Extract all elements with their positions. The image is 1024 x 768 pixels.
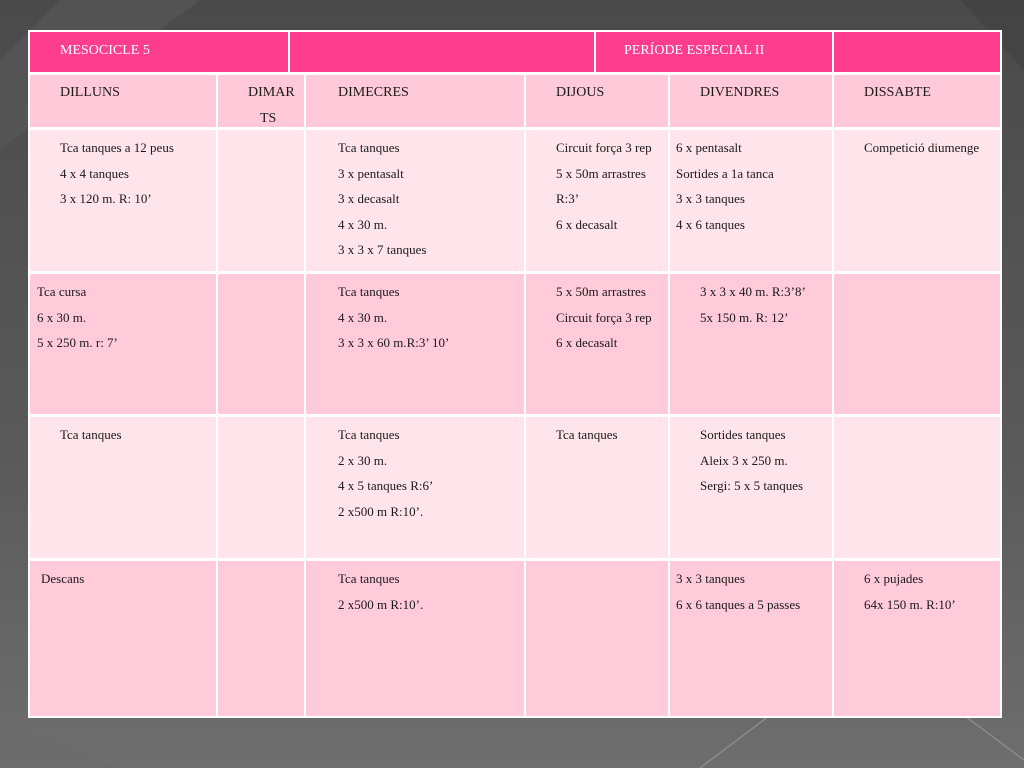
row-2-thu [526, 274, 668, 414]
row-1-fri [670, 130, 832, 271]
row-1-wed-line: 4 x 30 m. [338, 216, 388, 232]
row-1-fri-line: Sortides a 1a tanca [676, 165, 774, 181]
row-2-tue [218, 274, 304, 414]
header-periode-cell [596, 32, 832, 72]
header-mesocicle-cell [30, 32, 288, 72]
row-4-sat-line: 6 x pujades [864, 571, 924, 586]
header-end-cell [834, 32, 1000, 72]
row-1-thu-line: 6 x decasalt [556, 216, 618, 232]
row-3-fri-line: Aleix 3 x 250 m. [700, 452, 788, 468]
header-periode-label: PERÍODE ESPECIAL II [624, 43, 765, 58]
row-3-wed [306, 417, 524, 558]
row-3-wed-line: 4 x 5 tanques R:6’ [338, 478, 434, 493]
row-4-sat-line: 64x 150 m. R:10’ [864, 596, 956, 612]
row-1-wed-line: 3 x pentasalt [338, 165, 404, 181]
row-4-wed-line: 2 x500 m R:10’. [338, 596, 424, 612]
row-3-tue [218, 417, 304, 558]
row-3-fri-line: Sortides tanques [700, 427, 786, 442]
row-1-sat-line: Competició diumenge [864, 140, 980, 155]
row-4-tue [218, 561, 304, 716]
row-4-wed-line: Tca tanques [338, 571, 400, 586]
day-label-mon: DILLUNS [60, 85, 120, 100]
row-2-fri-line: 3 x 3 x 40 m. R:3’8’ [700, 284, 806, 299]
row-1-wed-line: Tca tanques [338, 140, 400, 155]
row-3-thu [526, 417, 668, 558]
row-3-sat [834, 417, 1000, 558]
row-2-mon [30, 274, 216, 414]
day-label-sat: DISSABTE [864, 85, 931, 100]
row-2-thu-line: 6 x decasalt [556, 335, 618, 350]
row-2-thu-line: 5 x 50m arrastres [556, 284, 646, 299]
row-3-wed-line: Tca tanques [338, 427, 400, 442]
row-3-mon-line: Tca tanques [60, 427, 122, 442]
row-1-fri-line: 6 x pentasalt [676, 140, 742, 155]
row-1-fri-line: 3 x 3 tanques [676, 191, 745, 206]
row-1-wed-line: 3 x 3 x 7 tanques [338, 242, 427, 257]
day-header-fri [670, 75, 832, 127]
day-header-sat [834, 75, 1000, 127]
row-4-wed [306, 561, 524, 716]
row-1-thu-line: 5 x 50m arrastres [556, 165, 646, 181]
day-header-mon [30, 75, 216, 127]
row-1-thu-line: R:3’ [556, 191, 580, 206]
row-1-mon [30, 130, 216, 271]
row-1-mon-line: Tca tanques a 12 peus [60, 140, 174, 155]
row-1-thu [526, 130, 668, 271]
row-2-fri [670, 274, 832, 414]
day-header-thu [526, 75, 668, 127]
row-4-mon [30, 561, 216, 716]
row-1-mon-line: 3 x 120 m. R: 10’ [60, 191, 152, 206]
row-3-thu-line: Tca tanques [556, 427, 618, 442]
row-1-thu-line: Circuit força 3 rep [556, 140, 652, 155]
day-header-tue [218, 75, 304, 127]
row-3-mon [30, 417, 216, 558]
training-schedule-table [28, 30, 1002, 718]
row-2-wed [306, 274, 524, 414]
row-2-mon-line: 6 x 30 m. [37, 309, 87, 325]
row-1-tue [218, 130, 304, 271]
day-label-tue-1: DIMAR [248, 85, 295, 100]
row-2-wed-line: 3 x 3 x 60 m.R:3’ 10’ [338, 335, 450, 350]
row-2-sat [834, 274, 1000, 414]
header-empty-cell [290, 32, 594, 72]
row-3-fri [670, 417, 832, 558]
header-mesocicle-label: MESOCICLE 5 [60, 43, 150, 58]
row-4-fri-line: 3 x 3 tanques [676, 571, 745, 586]
row-4-fri [670, 561, 832, 716]
row-2-mon-line: Tca cursa [37, 284, 87, 299]
row-1-mon-line: 4 x 4 tanques [60, 165, 129, 181]
row-4-mon-line: Descans [41, 571, 85, 586]
row-2-fri-line: 5x 150 m. R: 12’ [700, 309, 789, 325]
day-header-wed [306, 75, 524, 127]
row-2-mon-line: 5 x 250 m. r: 7’ [37, 335, 118, 350]
day-label-wed: DIMECRES [338, 85, 409, 100]
day-label-fri: DIVENDRES [700, 85, 780, 100]
row-2-thu-line: Circuit força 3 rep [556, 309, 652, 325]
row-4-fri-line: 6 x 6 tanques a 5 passes [676, 596, 801, 612]
row-3-wed-line: 2 x 30 m. [338, 452, 388, 468]
row-1-sat [834, 130, 1000, 271]
row-4-sat [834, 561, 1000, 716]
row-3-wed-line: 2 x500 m R:10’. [338, 503, 424, 519]
row-4-thu [526, 561, 668, 716]
row-1-wed-line: 3 x decasalt [338, 191, 400, 206]
row-1-wed [306, 130, 524, 271]
day-label-tue-2: TS [260, 111, 277, 126]
row-3-fri-line: Sergi: 5 x 5 tanques [700, 478, 804, 493]
row-1-fri-line: 4 x 6 tanques [676, 216, 745, 232]
row-2-wed-line: Tca tanques [338, 284, 400, 299]
day-label-thu: DIJOUS [556, 85, 605, 100]
row-2-wed-line: 4 x 30 m. [338, 309, 388, 325]
